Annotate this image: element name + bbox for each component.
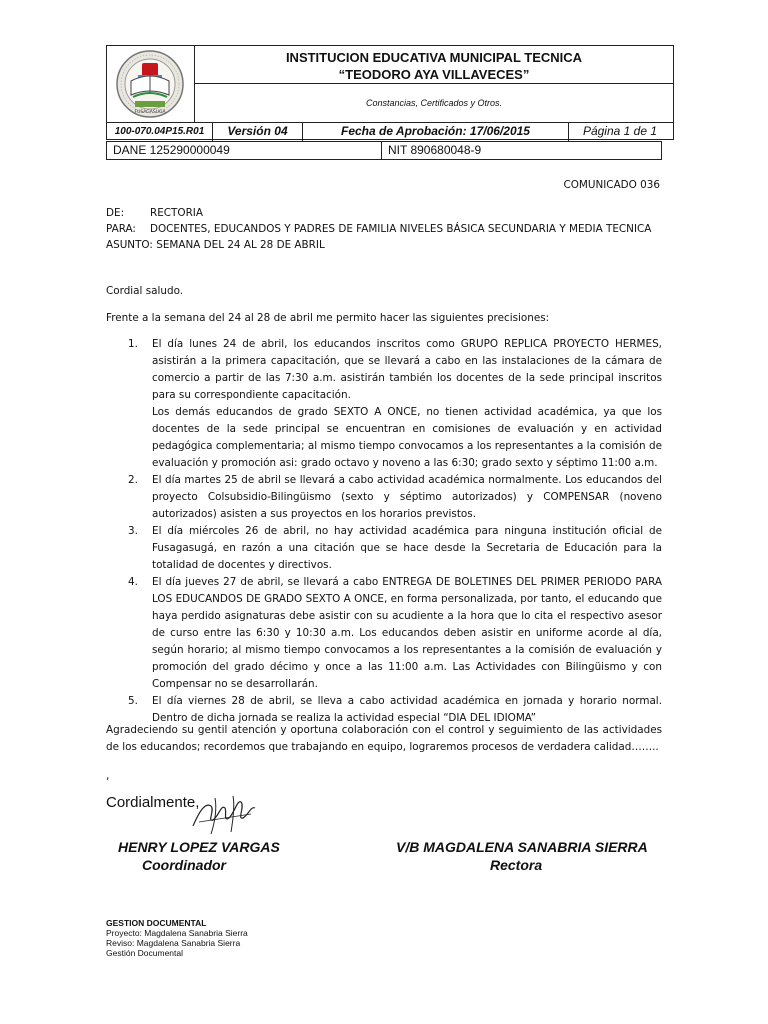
list-item	[106, 523, 662, 574]
dane-code: DANE 125290000049	[107, 142, 382, 159]
item-number: 4.	[128, 576, 138, 588]
dane-nit-row	[106, 141, 662, 160]
item-text-continued: Los demás educandos de grado SEXTO A ONCE, no tienen actividad académica, ya que los docentes de la sede principal se encuentran en comisiones de evaluación y en actividad pedagógica complementaria; al mismo tiempo convocamos a los representantes a la comisión de evaluación y promoción asi: grado octavo y noveno a las 6:30; grado sexto y séptimo 11:00 a.m.	[152, 406, 662, 469]
document-category: Constancias, Certificados y Otros.	[365, 98, 503, 108]
from-label: DE:	[106, 207, 125, 219]
document-header	[106, 45, 674, 140]
valediction: Cordialmente,	[106, 794, 200, 811]
to-label: PARA:	[106, 223, 136, 235]
item-text: El día martes 25 de abril se llevará a cabo actividad académica normalmente. Los educandos del proyecto Colsubsidio-Bilingüismo (sexto y séptimo autorizados) y COMPENSAR (noveno autorizados) asisten a sus proyectos en los horarios previstos.	[152, 474, 662, 520]
title-cell	[195, 46, 673, 84]
list-item	[106, 336, 662, 472]
footer-dept-line: Gestión Documental	[106, 948, 184, 958]
signer-name-coordinator: HENRY LOPEZ VARGAS	[118, 839, 280, 855]
item-number: 3.	[128, 525, 138, 537]
item-text: El día jueves 27 de abril, se llevará a cabo ENTREGA DE BOLETINES DEL PRIMER PERIODO PARA LOS EDUCANDOS DE GRADO SEXTO A ONCE, en forma personalizada, por tanto, el educando que haya perdido asignaturas debe asistir con su acudiente a la hora que lo cita el respectivo asesor de curso entre las 6:30 y 10:30 a.m. Los educandos deben asistir en uniforme acorde al día, según horario; al mismo tiempo convocamos a los representantes a la comisión de evaluación y promoción del grado décimo y once a las 11:00 a.m. Las Actividades con Bilingüismo y con Compensar no se desarrollarán.	[152, 576, 662, 690]
item-number: 5.	[128, 695, 138, 707]
document-control-row	[107, 122, 673, 141]
subject-value: SEMANA DEL 24 AL 28 DE ABRIL	[152, 239, 325, 251]
institution-name: INSTITUCION EDUCATIVA MUNICIPAL TECNICA	[285, 50, 583, 65]
nit-code: NIT 890680048-9	[388, 143, 482, 157]
closing-paragraph: Agradeciendo su gentil atención y oportuna colaboración con el control y seguimiento de las actividades de los educandos; recordemos que trabajando en equipo, lograremos procesos de verdadera calidad……..	[106, 724, 662, 753]
item-text: El día miércoles 26 de abril, no hay actividad académica para ninguna institución oficial de Fusagasugá, en razón a una citación que se hace desde la Secretaria de Educación para la totalidad de docentes y directivos.	[152, 525, 662, 571]
list-item	[106, 472, 662, 523]
logo-cell	[107, 46, 195, 122]
item-number: 1.	[128, 338, 138, 350]
to-value: DOCENTES, EDUCANDOS Y PADRES DE FAMILIA NIVELES BÁSICA SECUNDARIA Y MEDIA TECNICA	[150, 223, 652, 235]
intro-paragraph: Frente a la semana del 24 al 28 de abril me permito hacer las siguientes precisiones:	[106, 312, 550, 324]
item-text: El día viernes 28 de abril, se lleva a cabo actividad académica en jornada y horario normal. Dentro de dicha jornada se realiza la actividad especial “DIA DEL IDIOMA”	[152, 695, 662, 724]
approval-date: Fecha de Aprobación: 17/06/2015	[303, 123, 569, 141]
comunicado-number: COMUNICADO 036	[563, 179, 660, 191]
signer-name-rector: V/B MAGDALENA SANABRIA SIERRA	[396, 839, 648, 855]
footer-heading: GESTION DOCUMENTAL	[106, 918, 207, 928]
institution-logo	[113, 49, 187, 119]
page-number: Página 1 de 1	[582, 124, 657, 138]
greeting: Cordial saludo.	[106, 285, 184, 297]
item-number: 2.	[128, 474, 138, 486]
footer-project-line: Proyecto: Magdalena Sanabria Sierra	[106, 928, 248, 938]
institution-subname: “TEODORO AYA VILLAVECES”	[338, 67, 530, 82]
document-management-footer	[106, 918, 248, 958]
from-line	[106, 205, 203, 222]
from-value: RECTORIA	[150, 207, 203, 219]
logo-text: FUSAGASUGA	[134, 110, 166, 115]
subtitle-cell	[195, 84, 673, 122]
footer-review-line: Reviso: Magdalena Sanabria Sierra	[106, 938, 241, 948]
item-text: El día lunes 24 de abril, los educandos inscritos como GRUPO REPLICA PROYECTO HERMES, asistirán a la primera capacitación, que se llevará a cabo en las instalaciones de la cámara de comercio a partir de las 7:30 a.m. asistirán también los docentes de la sede principal inscritos para su correspondiente capacitación.	[152, 338, 662, 401]
document-code: 100-070.04P15.R01	[107, 123, 213, 141]
announcement-list	[106, 336, 662, 727]
handwritten-signature	[185, 792, 265, 838]
signer-role-coordinator: Coordinador	[142, 857, 226, 873]
signer-role-rector: Rectora	[490, 857, 543, 873]
subject-line	[106, 237, 325, 254]
subject-label: ASUNTO:	[106, 239, 153, 251]
list-item	[106, 574, 662, 693]
to-line	[106, 221, 651, 238]
document-version: Versión 04	[213, 123, 303, 141]
stray-mark: ,	[106, 770, 110, 782]
